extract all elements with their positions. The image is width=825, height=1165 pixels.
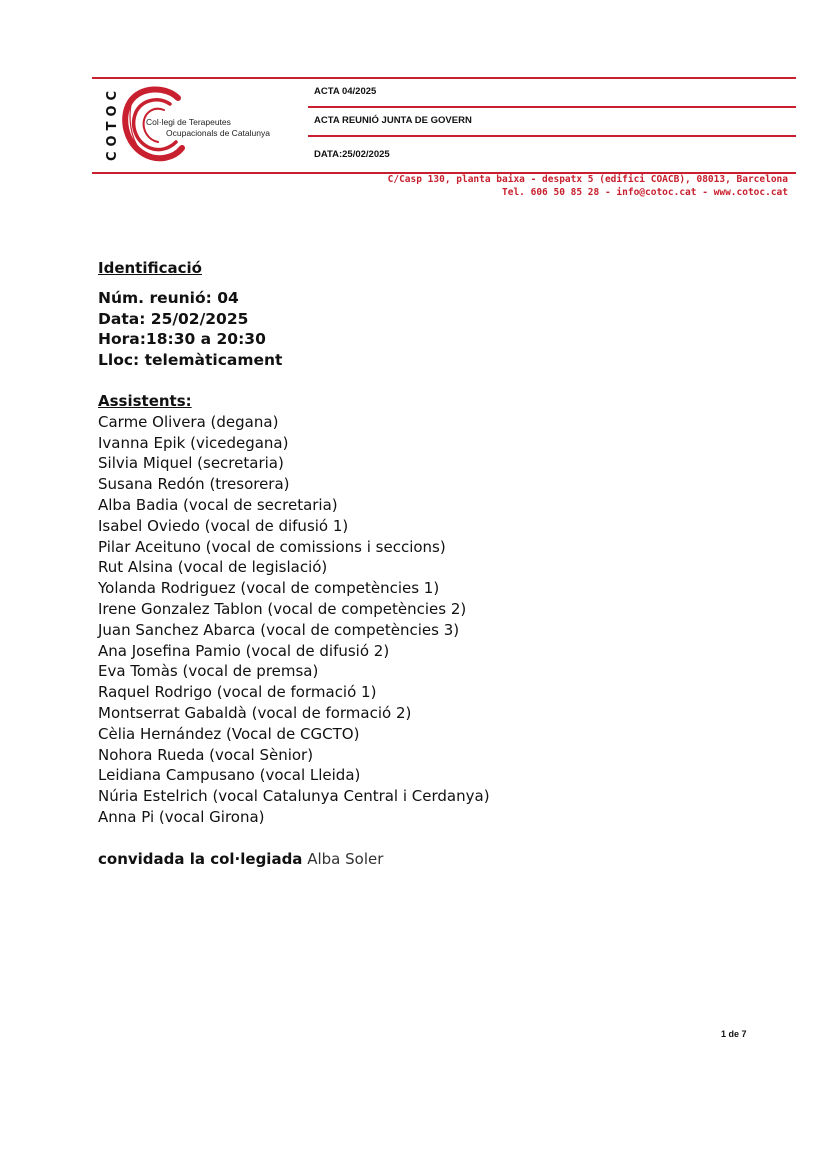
list-item: Ana Josefina Pamio (vocal de difusió 2) (98, 641, 390, 660)
logo-line-2: Ocupacionals de Catalunya (166, 128, 270, 138)
acta-number: ACTA 04/2025 (314, 86, 377, 97)
list-item: Núria Estelrich (vocal Catalunya Central i Cerdanya) (98, 787, 490, 806)
acta-title: ACTA REUNIÓ JUNTA DE GOVERN (314, 115, 472, 126)
list-item: Silvia Miquel (secretaria) (98, 454, 284, 473)
attendees-title: Assistents: (98, 391, 192, 410)
address-line-2: Tel. 606 50 85 28 - info@cotoc.cat - www.cotoc.cat (502, 187, 788, 198)
list-item: Raquel Rodrigo (vocal de formació 1) (98, 683, 377, 702)
header-top-rule (92, 77, 796, 79)
header-rule-2 (308, 135, 796, 137)
list-item: Susana Redón (tresorera) (98, 475, 290, 494)
identification-title: Identificació (98, 259, 202, 277)
acta-date: DATA:25/02/2025 (314, 149, 390, 160)
list-item: Irene Gonzalez Tablon (vocal de competències 2) (98, 599, 467, 618)
document-body (98, 258, 778, 870)
list-item: Alba Badia (vocal de secretaria) (98, 495, 338, 514)
list-item: Cèlia Hernández (Vocal de CGCTO) (98, 724, 360, 743)
meeting-time: Hora:18:30 a 20:30 (98, 330, 266, 349)
list-item: Isabel Oviedo (vocal de difusió 1) (98, 516, 349, 535)
logo-line-1: Col·legi de Terapeutes (146, 117, 231, 127)
meeting-number: Núm. reunió: 04 (98, 288, 239, 307)
list-item: Leidiana Campusano (vocal Lleida) (98, 766, 361, 785)
list-item: Juan Sanchez Abarca (vocal de competències 3) (98, 620, 460, 639)
page-number: 1 de 7 (721, 1029, 747, 1039)
meeting-info (98, 288, 778, 371)
address-line-1: C/Casp 130, planta baixa - despatx 5 (edifici COACB), 08013, Barcelona (387, 174, 788, 185)
guest-name: Alba Soler (307, 849, 384, 868)
meeting-place: Lloc: telemàticament (98, 351, 283, 370)
guest-label: convidada la col·legiada (98, 849, 303, 868)
list-item: Carme Olivera (degana) (98, 412, 279, 431)
header-rule-1 (308, 106, 796, 108)
list-item: Rut Alsina (vocal de legislació) (98, 558, 328, 577)
attendees-list (98, 412, 778, 828)
list-item: Montserrat Gabaldà (vocal de formació 2) (98, 703, 412, 722)
list-item: Pilar Aceituno (vocal de comissions i seccions) (98, 537, 446, 556)
cotoc-logo (100, 84, 300, 166)
list-item: Anna Pi (vocal Girona) (98, 807, 265, 826)
guest-line (98, 849, 778, 870)
list-item: Yolanda Rodriguez (vocal de competències 1) (98, 579, 440, 598)
logo-vertical-text: COTOC (105, 85, 120, 161)
list-item: Eva Tomàs (vocal de premsa) (98, 662, 319, 681)
list-item: Nohora Rueda (vocal Sènior) (98, 745, 314, 764)
list-item: Ivanna Epik (vicedegana) (98, 433, 289, 452)
meeting-date: Data: 25/02/2025 (98, 309, 249, 328)
